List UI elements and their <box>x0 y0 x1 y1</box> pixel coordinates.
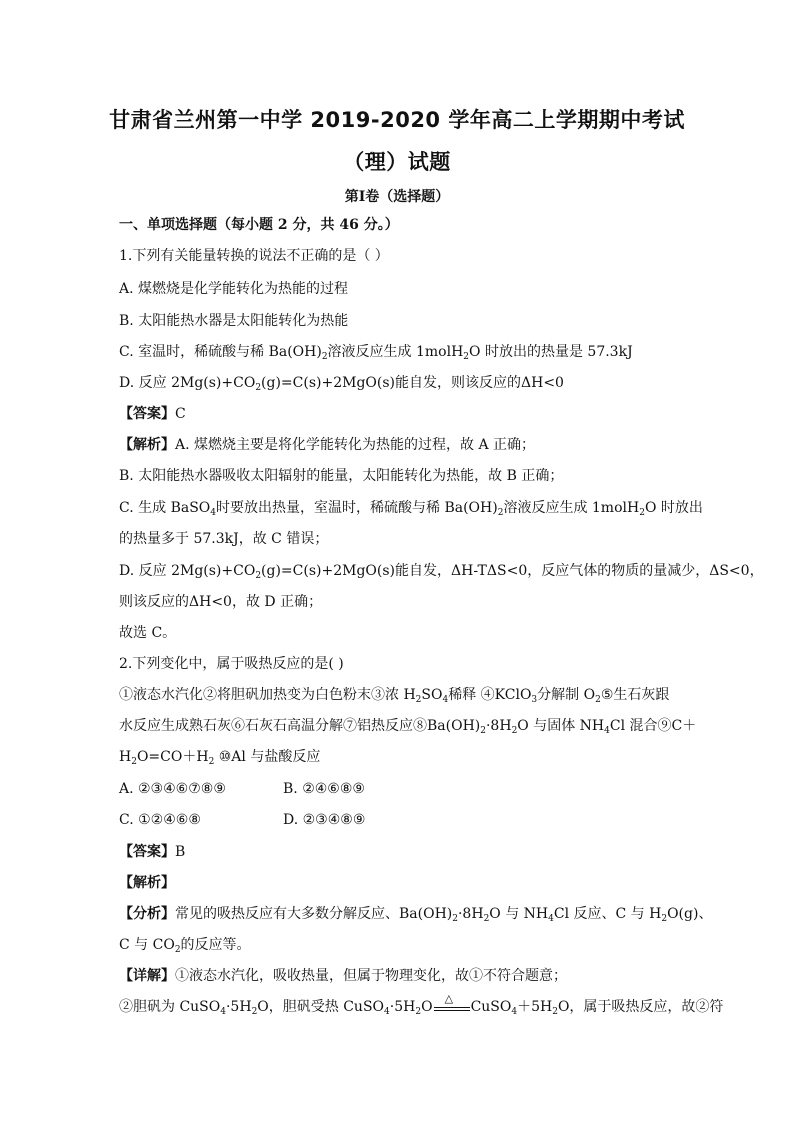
q1-analysis-c-cont: 的热量多于 57.3kJ，故 C 错误； <box>119 531 329 547</box>
q2-analysis-label: 【解析】 <box>119 875 175 891</box>
section-heading: 一、单项选择题（每小题 2 分，共 46 分。） <box>119 217 399 233</box>
q2-options-ab <box>119 780 365 798</box>
q1-option-a: A. 煤燃烧是化学能转化为热能的过程 <box>119 281 349 297</box>
q1-analysis-a: 【解析】A. 煤燃烧主要是将化学能转化为热能的过程，故 A 正确； <box>119 437 536 453</box>
q2-xiangjie: 【详解】①液态水汽化，吸收热量，但属于物理变化，故①不符合题意； <box>119 968 567 984</box>
q2-list-line1: ①液态水汽化②将胆矾加热变为白色粉末③浓 $H_2SO_4$稀释 ④KClO$_3$分解制 $O_2⑤$生石灰跟 <box>119 687 670 705</box>
q2-option-b: B. ②④⑥⑧⑨ <box>283 781 365 797</box>
q1-analysis-d-cont: 则该反应的ΔH<0，故 D 正确； <box>119 594 323 610</box>
q1-analysis-c: C. 生成 BaSO$_4$时要放出热量，室温时，稀硫酸与稀 $Ba(OH)_2$溶液反应生成 1molH$_2$O 时放出 <box>119 500 703 518</box>
q1-analysis-b: B. 太阳能热水器吸收太阳辐射的能量，太阳能转化为热能，故 B 正确； <box>119 468 564 484</box>
document-title-line1: 甘肃省兰州第一中学 2019-2020 学年高二上学期期中考试 <box>109 108 685 132</box>
q2-xiangjie-2: ②胆矾为 $CuSO_4\cdot 5H_2O$，胆矾受热 $CuSO_4\cdot 5H_2O$ △ $CuSO_4+5H_2O$，属于吸热反应，故②符 <box>119 992 724 1017</box>
q1-stem: 1.下列有关能量转换的说法不正确的是（ ） <box>119 248 389 264</box>
heating-condition-symbol: △ <box>434 999 470 1013</box>
q1-option-d: D. 反应 $2Mg(s)+CO_2(g)=C(s)+2MgO(s)$能自发，则该反应的ΔH<0 <box>119 375 564 393</box>
q1-option-b: B. 太阳能热水器是太阳能转化为热能 <box>119 313 349 329</box>
q1-option-c: C. 室温时，稀硫酸与稀 $Ba(OH)_2$溶液反应生成 1molH$_2$O 时放出的热量是 57.3kJ <box>119 344 633 362</box>
q2-option-c: C. ①②④⑥⑧ <box>119 812 201 828</box>
q2-fenxi: 【分析】常见的吸热反应有大多数分解反应、$Ba(OH)_2\cdot 8H_2O$ 与 $NH_4Cl$ 反应、C 与 $H_2O(g)$、 <box>119 906 713 924</box>
q1-analysis-d: D. 反应 $2Mg(s)+CO_2(g)=C(s)+2MgO(s)$能自发，ΔH-TΔS<0，反应气体的物质的量减少，ΔS<0， <box>119 563 764 581</box>
q2-answer: 【答案】B <box>119 844 186 860</box>
document-title-line2: （理）试题 <box>343 150 451 174</box>
volume-heading: 第Ⅰ卷（选择题） <box>344 189 450 205</box>
q2-list-line2: 水反应生成熟石灰⑥石灰石高温分解⑦铝热反应$⑧Ba(OH)_2\cdot 8H_2O$ 与固体 $NH_4Cl$ 混合⑨C＋ <box>119 718 697 736</box>
q2-options-cd <box>119 811 366 829</box>
q2-option-d: D. ②③④⑧⑨ <box>283 812 366 828</box>
q2-fenxi-cont: C 与 $CO_2$的反应等。 <box>119 937 251 955</box>
q2-list-line3: $H_2O=CO+H_2$ ⑩Al 与盐酸反应 <box>119 749 321 767</box>
q1-conclusion: 故选 C。 <box>119 625 177 641</box>
q1-answer: 【答案】C <box>119 406 186 422</box>
q2-stem: 2.下列变化中，属于吸热反应的是( ) <box>119 656 344 672</box>
q2-option-a: A. ②③④⑥⑦⑧⑨ <box>119 781 226 797</box>
